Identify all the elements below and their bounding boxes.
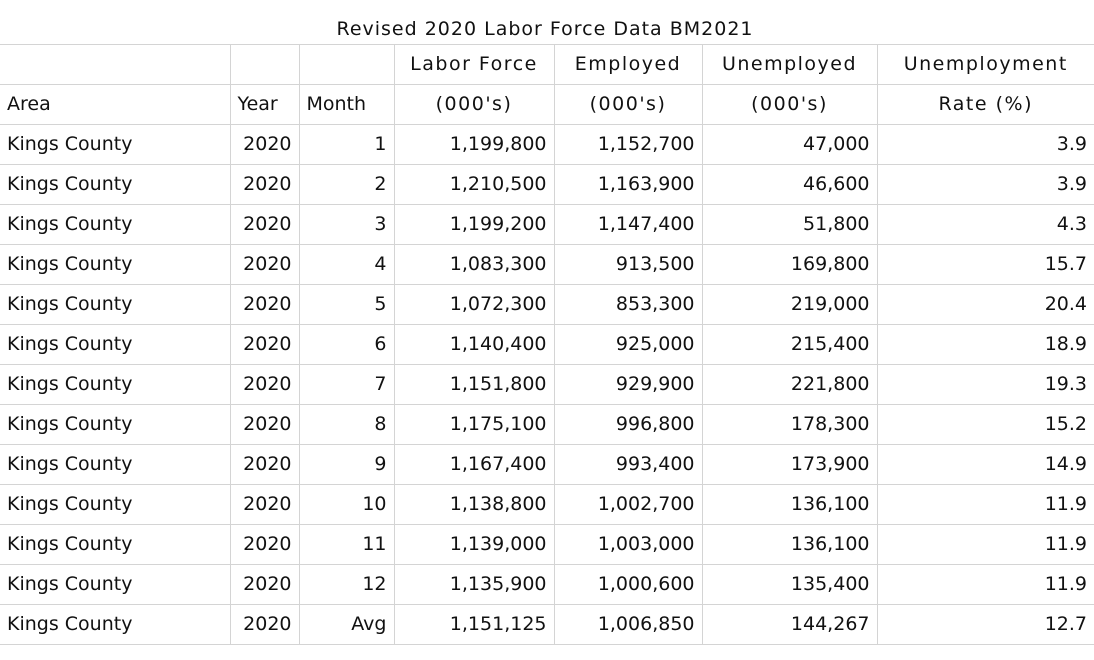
- table-row: [0, 565, 1094, 605]
- month-cell[interactable]: 10: [299, 485, 394, 525]
- employed-cell[interactable]: 1,000,600: [554, 565, 702, 605]
- year-cell[interactable]: 2020: [230, 565, 299, 605]
- employed-cell[interactable]: 1,003,000: [554, 525, 702, 565]
- labor-force-cell[interactable]: 1,151,125: [394, 605, 554, 645]
- rate-cell[interactable]: 3.9: [877, 125, 1094, 165]
- area-cell[interactable]: Kings County: [0, 445, 230, 485]
- area-cell[interactable]: Kings County: [0, 285, 230, 325]
- month-cell[interactable]: 1: [299, 125, 394, 165]
- year-cell[interactable]: 2020: [230, 605, 299, 645]
- employed-cell[interactable]: 1,002,700: [554, 485, 702, 525]
- employed-cell[interactable]: 913,500: [554, 245, 702, 285]
- unemployed-cell[interactable]: 46,600: [702, 165, 877, 205]
- month-cell[interactable]: 12: [299, 565, 394, 605]
- employed-cell[interactable]: 1,163,900: [554, 165, 702, 205]
- header-cell[interactable]: [0, 45, 230, 85]
- table-row: [0, 485, 1094, 525]
- labor-force-cell[interactable]: 1,072,300: [394, 285, 554, 325]
- header-row-2: [0, 85, 1094, 125]
- year-cell[interactable]: 2020: [230, 485, 299, 525]
- unemployed-cell[interactable]: 135,400: [702, 565, 877, 605]
- labor-force-cell[interactable]: 1,151,800: [394, 365, 554, 405]
- header-cell-rate[interactable]: Rate (%): [877, 85, 1094, 125]
- employed-cell[interactable]: 996,800: [554, 405, 702, 445]
- unemployed-cell[interactable]: 51,800: [702, 205, 877, 245]
- area-cell[interactable]: Kings County: [0, 525, 230, 565]
- rate-cell[interactable]: 4.3: [877, 205, 1094, 245]
- area-cell[interactable]: Kings County: [0, 205, 230, 245]
- unemployed-cell[interactable]: 136,100: [702, 485, 877, 525]
- labor-force-cell[interactable]: 1,139,000: [394, 525, 554, 565]
- year-cell[interactable]: 2020: [230, 205, 299, 245]
- unemployed-cell[interactable]: 173,900: [702, 445, 877, 485]
- labor-force-cell[interactable]: 1,083,300: [394, 245, 554, 285]
- table-row: [0, 365, 1094, 405]
- table-row: [0, 405, 1094, 445]
- employed-cell[interactable]: 929,900: [554, 365, 702, 405]
- header-cell-area[interactable]: Area: [0, 85, 230, 125]
- header-cell[interactable]: [299, 45, 394, 85]
- labor-force-table: [0, 44, 1094, 645]
- sheet-title: Revised 2020 Labor Force Data BM2021: [336, 18, 754, 40]
- header-cell-labor-force[interactable]: Labor Force: [394, 45, 554, 85]
- year-cell[interactable]: 2020: [230, 125, 299, 165]
- labor-force-cell[interactable]: 1,210,500: [394, 165, 554, 205]
- header-row-1: [0, 45, 1094, 85]
- header-cell-year[interactable]: Year: [230, 85, 299, 125]
- year-cell[interactable]: 2020: [230, 165, 299, 205]
- area-cell[interactable]: Kings County: [0, 485, 230, 525]
- header-cell-unemployed[interactable]: Unemployed: [702, 45, 877, 85]
- table-row: [0, 165, 1094, 205]
- month-cell[interactable]: 7: [299, 365, 394, 405]
- area-cell[interactable]: Kings County: [0, 365, 230, 405]
- employed-cell[interactable]: 1,006,850: [554, 605, 702, 645]
- employed-cell[interactable]: 1,152,700: [554, 125, 702, 165]
- table-row: [0, 205, 1094, 245]
- month-cell[interactable]: 5: [299, 285, 394, 325]
- area-cell[interactable]: Kings County: [0, 125, 230, 165]
- labor-force-cell[interactable]: 1,199,800: [394, 125, 554, 165]
- year-cell[interactable]: 2020: [230, 245, 299, 285]
- table-row: [0, 445, 1094, 485]
- area-cell[interactable]: Kings County: [0, 245, 230, 285]
- employed-cell[interactable]: 993,400: [554, 445, 702, 485]
- area-cell[interactable]: Kings County: [0, 565, 230, 605]
- unemployed-cell[interactable]: 169,800: [702, 245, 877, 285]
- table-row: [0, 285, 1094, 325]
- header-cell-unemployment[interactable]: Unemployment: [877, 45, 1094, 85]
- rate-cell[interactable]: 11.9: [877, 525, 1094, 565]
- year-cell[interactable]: 2020: [230, 445, 299, 485]
- rate-cell[interactable]: 15.7: [877, 245, 1094, 285]
- year-cell[interactable]: 2020: [230, 325, 299, 365]
- rate-cell[interactable]: 19.3: [877, 365, 1094, 405]
- month-cell[interactable]: 8: [299, 405, 394, 445]
- rate-cell[interactable]: 12.7: [877, 605, 1094, 645]
- month-cell[interactable]: 2: [299, 165, 394, 205]
- month-cell[interactable]: 4: [299, 245, 394, 285]
- header-cell-units[interactable]: (000's): [702, 85, 877, 125]
- labor-force-cell[interactable]: 1,138,800: [394, 485, 554, 525]
- rate-cell[interactable]: 3.9: [877, 165, 1094, 205]
- labor-force-cell[interactable]: 1,140,400: [394, 325, 554, 365]
- labor-force-cell[interactable]: 1,167,400: [394, 445, 554, 485]
- rate-cell[interactable]: 11.9: [877, 485, 1094, 525]
- month-cell[interactable]: 6: [299, 325, 394, 365]
- unemployed-cell[interactable]: 136,100: [702, 525, 877, 565]
- year-cell[interactable]: 2020: [230, 365, 299, 405]
- table-row: [0, 125, 1094, 165]
- area-cell[interactable]: Kings County: [0, 325, 230, 365]
- year-cell[interactable]: 2020: [230, 525, 299, 565]
- area-cell[interactable]: Kings County: [0, 405, 230, 445]
- employed-cell[interactable]: 1,147,400: [554, 205, 702, 245]
- month-cell[interactable]: 9: [299, 445, 394, 485]
- rate-cell[interactable]: 11.9: [877, 565, 1094, 605]
- month-cell[interactable]: 3: [299, 205, 394, 245]
- year-cell[interactable]: 2020: [230, 285, 299, 325]
- unemployed-cell[interactable]: 144,267: [702, 605, 877, 645]
- labor-force-cell[interactable]: 1,199,200: [394, 205, 554, 245]
- area-cell[interactable]: Kings County: [0, 605, 230, 645]
- table-row: [0, 325, 1094, 365]
- unemployed-cell[interactable]: 219,000: [702, 285, 877, 325]
- header-cell-units[interactable]: (000's): [554, 85, 702, 125]
- table-row: [0, 605, 1094, 645]
- header-cell-employed[interactable]: Employed: [554, 45, 702, 85]
- header-cell[interactable]: [230, 45, 299, 85]
- month-cell[interactable]: 11: [299, 525, 394, 565]
- rate-cell[interactable]: 14.9: [877, 445, 1094, 485]
- table-row: [0, 245, 1094, 285]
- labor-force-cell[interactable]: 1,135,900: [394, 565, 554, 605]
- unemployed-cell[interactable]: 178,300: [702, 405, 877, 445]
- unemployed-cell[interactable]: 47,000: [702, 125, 877, 165]
- employed-cell[interactable]: 853,300: [554, 285, 702, 325]
- area-cell[interactable]: Kings County: [0, 165, 230, 205]
- month-cell[interactable]: Avg: [299, 605, 394, 645]
- table-row: [0, 525, 1094, 565]
- rate-cell[interactable]: 15.2: [877, 405, 1094, 445]
- rate-cell[interactable]: 18.9: [877, 325, 1094, 365]
- rate-cell[interactable]: 20.4: [877, 285, 1094, 325]
- unemployed-cell[interactable]: 215,400: [702, 325, 877, 365]
- header-cell-month[interactable]: Month: [299, 85, 394, 125]
- labor-force-cell[interactable]: 1,175,100: [394, 405, 554, 445]
- unemployed-cell[interactable]: 221,800: [702, 365, 877, 405]
- header-cell-units[interactable]: (000's): [394, 85, 554, 125]
- year-cell[interactable]: 2020: [230, 405, 299, 445]
- employed-cell[interactable]: 925,000: [554, 325, 702, 365]
